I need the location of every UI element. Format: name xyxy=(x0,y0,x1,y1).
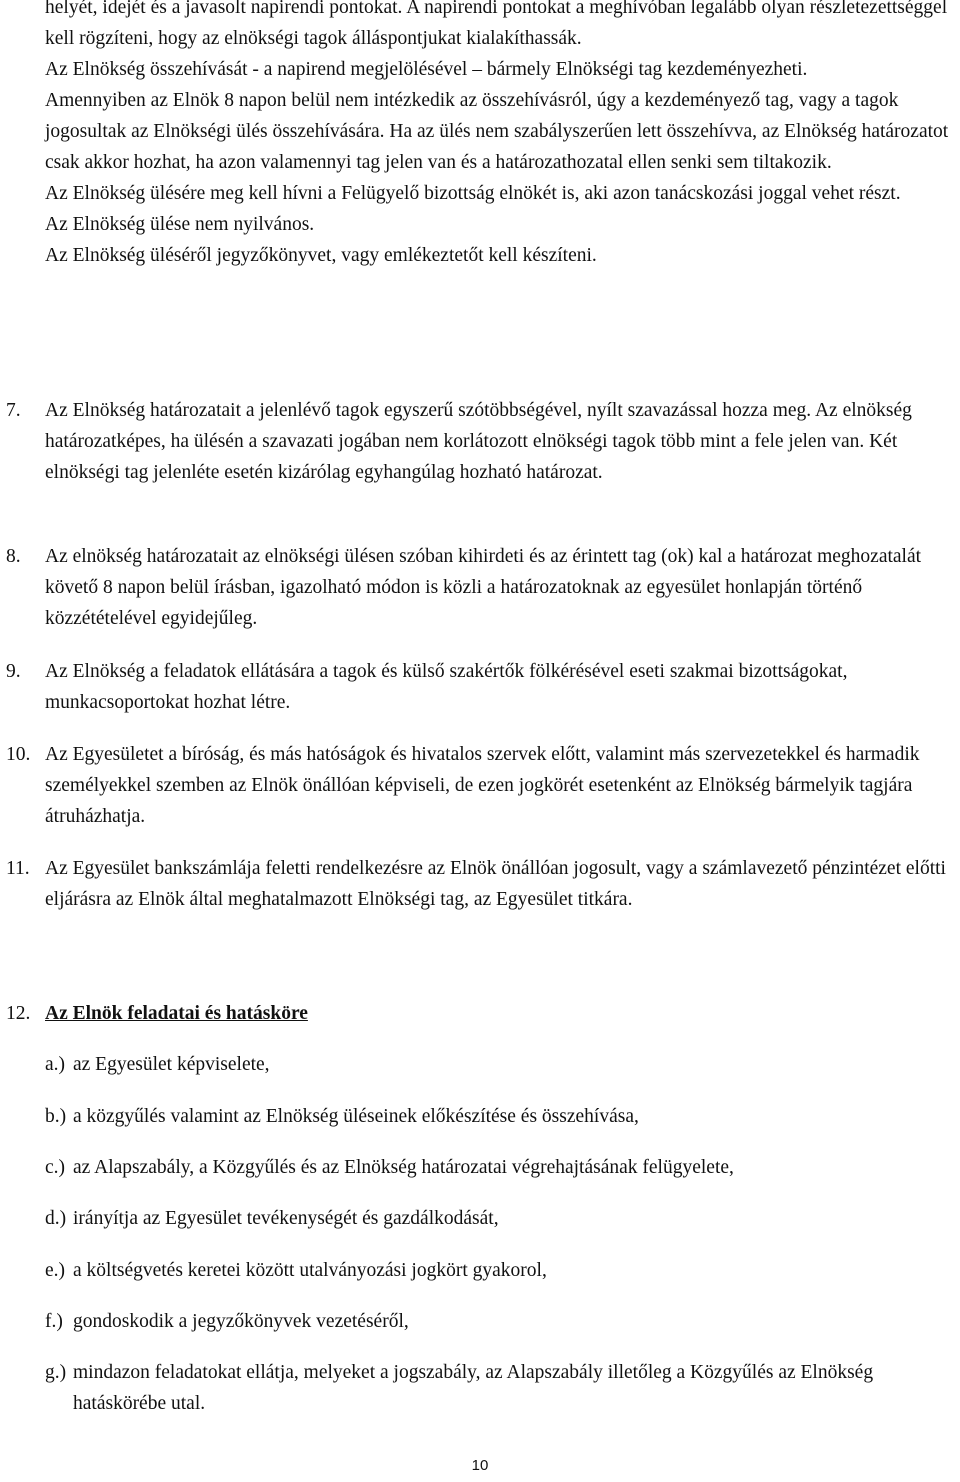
numbered-item-11 xyxy=(0,853,960,915)
item-text: Az Elnökség a feladatok ellátására a tagok és külső szakértők fölkérésével eseti szakmai bizottságokat, munkacsoportokat hozhat létre. xyxy=(45,661,848,713)
sub-item-a xyxy=(45,1049,960,1080)
numbered-item-10 xyxy=(0,739,960,832)
item-text: Az elnökség határozatait az elnökségi ülésen szóban kihirdeti és az érintett tag (ok) kal a határozat meghozatalát követő 8 napon belül írásban, igazolható módon is közli a határozatoknak az egyesület honlapján történő közzétételével egyidejűleg. xyxy=(45,546,922,629)
numbered-item-9 xyxy=(0,656,960,718)
sub-item-b xyxy=(45,1101,960,1132)
sub-item-label: f.) xyxy=(45,1311,63,1332)
sub-item-label: e.) xyxy=(45,1260,66,1281)
intro-paragraph: helyét, idejét és a javasolt napirendi pontokat. A napirendi pontokat a meghívóban legalább olyan részletezettséggel kell rögzíteni, hogy az elnökségi tagok álláspontjukat kialakíthassák. xyxy=(45,0,948,49)
intro-paragraph: Az Elnökség ülésére meg kell hívni a Felügyelő bizottság elnökét is, aki azon tanácskozási joggal vehet részt. xyxy=(45,183,901,204)
item-number: 7. xyxy=(6,400,21,421)
sub-item-e xyxy=(45,1255,960,1286)
numbered-item-7 xyxy=(0,395,960,488)
item-text: Az Egyesület bankszámlája feletti rendelkezésre az Elnök önállóan jogosult, vagy a számlavezető pénzintézet előtti eljárásra az Elnök által meghatalmazott Elnökségi tag, az Egyesület titkára. xyxy=(45,858,946,910)
section-number: 12. xyxy=(6,1003,31,1024)
item-number: 8. xyxy=(6,546,21,567)
sub-item-d xyxy=(45,1203,960,1234)
sub-item-text: az Egyesület képviselete, xyxy=(73,1054,270,1075)
intro-paragraph: Az Elnökség üléséről jegyzőkönyvet, vagy emlékeztetőt kell készíteni. xyxy=(45,245,597,266)
sub-item-label: g.) xyxy=(45,1362,67,1383)
section-heading-row xyxy=(0,998,308,1029)
sub-item-text: az Alapszabály, a Közgyűlés és az Elnökség határozatai végrehajtásának felügyelete, xyxy=(73,1157,734,1178)
intro-paragraph: Az Elnökség összehívását - a napirend megjelölésével – bármely Elnökségi tag kezdeményezheti. xyxy=(45,59,808,80)
sub-item-c xyxy=(45,1152,960,1183)
sub-item-text: irányítja az Egyesület tevékenységét és gazdálkodását, xyxy=(73,1208,499,1229)
item-number: 11. xyxy=(6,858,30,879)
item-number: 9. xyxy=(6,661,21,682)
sub-item-g xyxy=(45,1357,960,1419)
intro-paragraph: Amennyiben az Elnök 8 napon belül nem intézkedik az összehívásról, úgy a kezdeményező tag, vagy a tagok jogosultak az Elnökségi ülés összehívására. Ha az ülés nem szabályszerűen lett összehívva, az Elnökség határozatot csak akkor hozhat, ha azon valamennyi tag jelen van és a határozathozatal ellen senki sem tiltakozik. xyxy=(45,90,949,173)
sub-item-label: a.) xyxy=(45,1054,66,1075)
intro-paragraphs xyxy=(45,0,960,271)
sub-item-text: a közgyűlés valamint az Elnökség üléseinek előkészítése és összehívása, xyxy=(73,1106,639,1127)
intro-paragraph: Az Elnökség ülése nem nyilvános. xyxy=(45,214,315,235)
sub-item-label: b.) xyxy=(45,1106,67,1127)
sub-item-label: d.) xyxy=(45,1208,67,1229)
numbered-item-8 xyxy=(0,541,960,634)
item-text: Az Egyesületet a bíróság, és más hatóságok és hivatalos szervek előtt, valamint más szervezetekkel és harmadik személyekkel szemben az Elnök önállóan képviseli, de ezen jogkörét esetenként az Elnökség bármelyik tagjára átruházhatja. xyxy=(45,744,920,827)
sub-item-text: mindazon feladatokat ellátja, melyeket a jogszabály, az Alapszabály illetőleg a Közgyűlés az Elnökség hatáskörébe utal. xyxy=(73,1362,874,1414)
sub-item-text: a költségvetés keretei között utalványozási jogkört gyakorol, xyxy=(73,1260,547,1281)
item-number: 10. xyxy=(6,744,31,765)
item-text: Az Elnökség határozatait a jelenlévő tagok egyszerű szótöbbségével, nyílt szavazással hozza meg. Az elnökség határozatképes, ha ülésén a szavazati jogában nem korlátozott elnökségi tagok több mint a fele jelen van. Két elnökségi tag jelenléte esetén kizárólag egyhangúlag hozható határozat. xyxy=(45,400,912,483)
sub-item-label: c.) xyxy=(45,1157,66,1178)
sub-item-f xyxy=(45,1306,960,1337)
sub-item-text: gondoskodik a jegyzőkönyvek vezetéséről, xyxy=(73,1311,409,1332)
page-number: 10 xyxy=(471,1457,489,1474)
section-heading: Az Elnök feladatai és hatásköre xyxy=(45,1003,308,1024)
